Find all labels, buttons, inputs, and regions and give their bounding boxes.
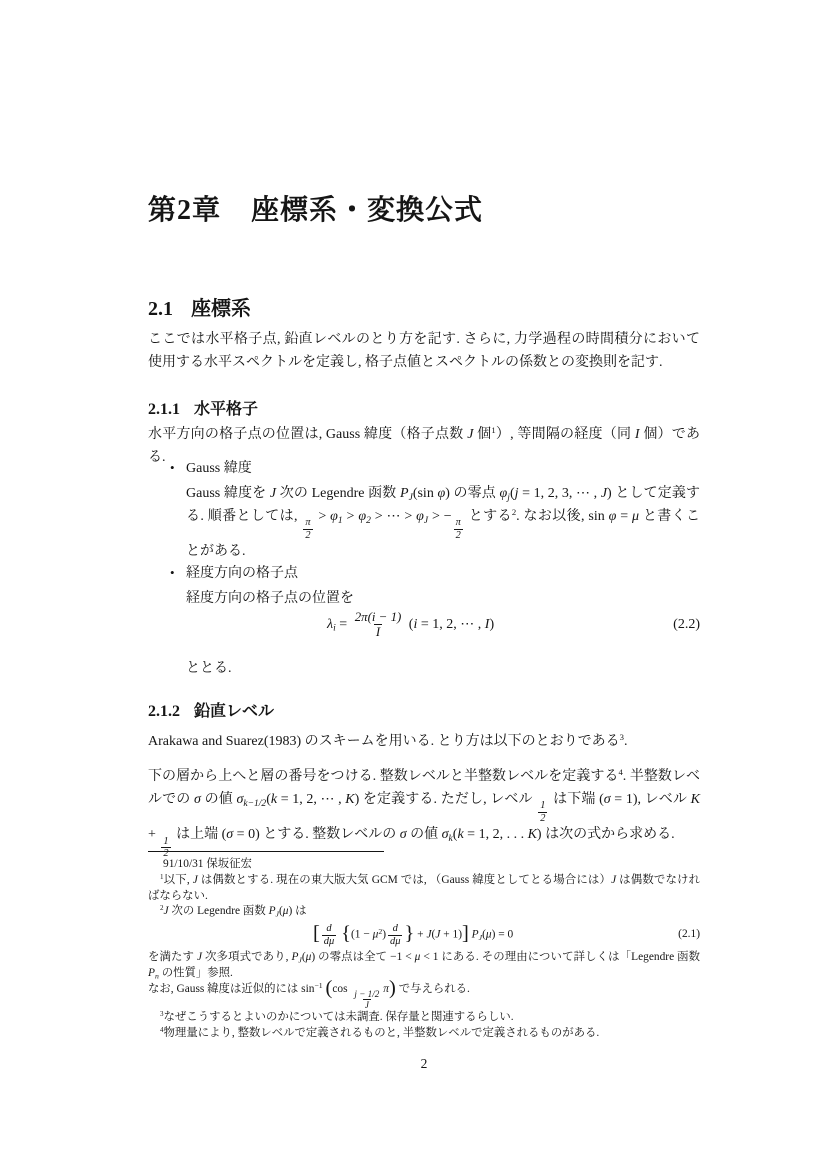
longitude-grid-after: ととる. <box>186 661 232 676</box>
section-heading-2-1-2 <box>148 698 700 721</box>
footnote-marker: 2 <box>160 904 164 913</box>
footnote-marker: 4 <box>160 1025 164 1034</box>
bullet-label: Gauss 緯度 <box>186 461 252 476</box>
footnote-3 <box>148 1010 700 1026</box>
section-title: 水平格子 <box>194 401 259 418</box>
footnote-text: J 次の Legendre 函数 $P_J(\mu)$ は <box>163 905 307 919</box>
equation-body: [ $\frac{d}{d\mu}$ {$(1 - \mu^2)$ $\frac{d}{d\mu}$ } + J(J + 1)] $P_J(\mu) = 0$ <box>312 922 514 947</box>
longitude-grid-lead: 経度方向の格子点の位置を <box>186 591 354 606</box>
equation-body: $\lambda_i$ = $\frac{2\pi(i - 1)}{I}$ (i = 1, 2, ⋯ , I) <box>327 610 495 640</box>
page-number: 2 <box>420 1056 428 1071</box>
list-item-longitude-grid <box>170 562 700 586</box>
equation-number: (2.2) <box>673 616 700 632</box>
footnote-marker: 3 <box>160 1010 164 1019</box>
equation-2-1 <box>148 923 700 947</box>
footnote-2-continuation: を満たす J 次多項式であり, $P_J(\mu)$ の零点は全て −1 < μ < 1 にある. その理由について詳しくは「Legendre 函数 $P_n$ の性質」参照. <box>148 951 700 981</box>
section-title: 鉛直レベル <box>194 703 275 720</box>
footnote-2-note: なお, Gauss 緯度は近似的には $\sin^{-1} (\cos$ $\frac{j - 1/2}{J}$ π) で与えられる. <box>148 976 470 1010</box>
gauss-latitude-description: Gauss 緯度を J 次の Legendre 函数 $P_J(\sin$ φ) の零点 $\varphi_j(j = 1$, 2, 3, ⋯ , J) として定義する. 順番としては, $\frac{\pi}{2}$ > $\varphi_1 > \varphi_2$ > ⋯ > $\varphi_J$ > − $\frac{\pi}{2}$ とする$^2$. なお以後, sin φ = μ と書くことがある. <box>186 486 701 559</box>
equation-2-2 <box>148 610 700 639</box>
footnote-text: 物理量により, 整数レベルで定義されるものと, 半整数レベルで定義されるものがある. <box>163 1026 600 1039</box>
section-heading-2-1 <box>148 292 700 321</box>
footnote-text: なぜこうするとよいのかについては未調査. 保存量と関連するらしい. <box>163 1010 514 1023</box>
footnote-marker: 1 <box>160 872 164 881</box>
equation-number: (2.1) <box>678 928 700 941</box>
section-number: 2.1 <box>148 298 173 320</box>
section-title: 座標系 <box>191 298 251 320</box>
chapter-title: 座標系・変換公式 <box>251 195 484 226</box>
footnote-rule <box>148 851 384 852</box>
list-item-gauss-latitude <box>170 457 700 481</box>
bullet-icon: • <box>170 460 175 475</box>
footnote-area <box>148 851 700 1042</box>
section-2-1-paragraph: ここでは水平格子点, 鉛直レベルのとり方を記す. さらに, 力学過程の時間積分において使用する水平スペクトルを定義し, 格子点値とスペクトルの係数との変換則を記す. <box>148 332 700 370</box>
section-2-1-2-paragraph-2: 下の層から上へと層の番号をつける. 整数レベルと半整数レベルを定義する$^4$. 半整数レベルでの σ の値 $\sigma_{k-1/2}(k = 1$, 2, ⋯ , K) を定義する. ただし, レベル $\frac{1}{2}$ は下端 (σ = 1), レベル K + $\frac{1}{2}$ は上端 (σ = 0) とする. 整数レベルの σ の値 $\sigma_k(k = 1$, 2, . . . K) は次の式から求める. <box>148 767 701 860</box>
footnote-dateline: 91/10/31 保坂征宏 <box>163 858 252 870</box>
footnote-text: 以下, J は偶数とする. 現在の東大版大気 GCM では, （Gauss 緯度としてとる場合には）J は偶数でなければならない. <box>148 873 700 902</box>
bullet-icon: • <box>170 565 175 580</box>
bullet-label: 経度方向の格子点 <box>186 566 298 581</box>
footnote-1 <box>148 873 700 905</box>
section-number: 2.1.1 <box>148 401 180 418</box>
section-2-1-2-paragraph-1: Arakawa and Suarez(1983) のスキームを用いる. とり方は以下のとおりである$^3$. <box>148 732 628 749</box>
chapter-heading <box>148 188 700 228</box>
chapter-number: 第2章 <box>148 195 222 226</box>
section-2-1-1-paragraph: 水平方向の格子点の位置は, Gauss 緯度（格子点数 J 個$^1$）, 等間隔の経度（同 I 個）である. <box>148 425 700 465</box>
footnote-2 <box>148 904 700 920</box>
section-heading-2-1-1 <box>148 396 700 419</box>
section-number: 2.1.2 <box>148 703 180 720</box>
footnote-4 <box>148 1026 700 1042</box>
